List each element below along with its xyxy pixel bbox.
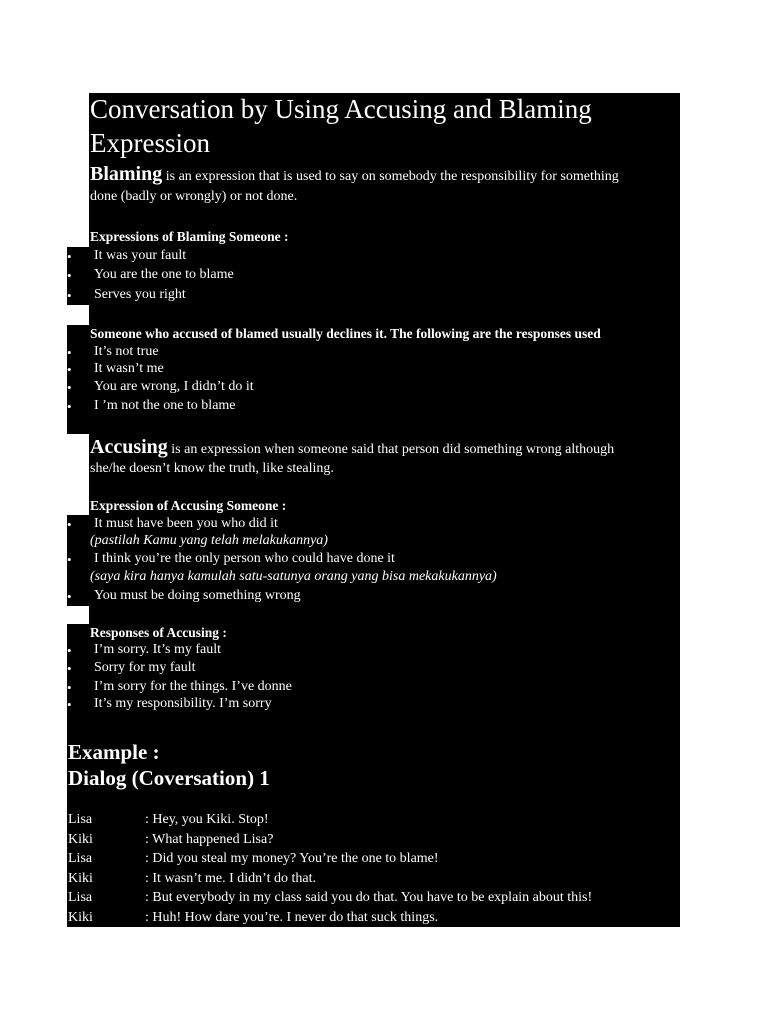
bullet-glyph: •	[67, 362, 72, 377]
blaming-term: Blaming	[90, 163, 163, 185]
bullet-glyph: •	[67, 249, 72, 264]
list-item: I ’m not the one to blame	[94, 398, 236, 413]
list-item: Sorry for my fault	[94, 660, 196, 675]
dialog-line: : Hey, you Kiki. Stop!	[145, 812, 269, 827]
list-item: You are wrong, I didn’t do it	[94, 379, 254, 394]
list-item: Serves you right	[94, 287, 186, 302]
highlight-blame-gap	[89, 305, 680, 325]
highlight-accuse-gap	[89, 606, 680, 624]
accusing-definition-line-2: she/he doesn’t know the truth, like stealing.	[90, 461, 334, 476]
list-item: You are the one to blame	[94, 267, 234, 282]
translation-text: (saya kira hanya kamulah satu-satunya orang yang bisa mekakukannya)	[90, 569, 497, 584]
bullet-glyph: •	[67, 661, 72, 676]
dialog-line: : It wasn’t me. I didn’t do that.	[145, 871, 316, 886]
blaming-definition-line-1	[90, 164, 619, 184]
blaming-definition-line-2: done (badly or wrongly) or not done.	[90, 189, 298, 204]
bullet-glyph: •	[67, 268, 72, 283]
page-title-line-1: Conversation by Using Accusing and Blaming	[90, 94, 592, 124]
dialog-speaker: Lisa	[68, 812, 93, 827]
bullet-glyph: •	[67, 380, 72, 395]
bullet-glyph: •	[67, 399, 72, 414]
bullet-glyph: •	[67, 288, 72, 303]
dialog-line: : Huh! How dare you’re. I never do that suck things.	[145, 910, 439, 925]
bullet-glyph: •	[67, 345, 72, 360]
list-item: I think you’re the only person who could have done it	[94, 551, 395, 566]
page-title-line-2: Expression	[90, 128, 210, 158]
blaming-expressions-heading: Expressions of Blaming Someone :	[90, 229, 289, 244]
bullet-glyph: •	[67, 552, 72, 567]
list-item: You must be doing something wrong	[94, 588, 301, 603]
list-item: It wasn’t me	[94, 361, 164, 376]
accusing-responses-heading: Responses of Accusing :	[90, 625, 227, 640]
dialog-speaker: Kiki	[68, 871, 93, 886]
dialog-title: Dialog (Coversation) 1	[68, 766, 270, 790]
list-item: It was your fault	[94, 248, 187, 263]
dialog-speaker: Kiki	[68, 832, 93, 847]
list-item: It must have been you who did it	[94, 516, 278, 531]
bullet-glyph: •	[67, 697, 72, 712]
blaming-responses-heading: Someone who accused of blamed usually declines it. The following are the responses used	[90, 326, 601, 341]
dialog-line: : Did you steal my money? You’re the one to blame!	[145, 851, 439, 866]
dialog-speaker: Lisa	[68, 890, 93, 905]
dialog-line: : What happened Lisa?	[145, 832, 274, 847]
list-item: It’s my responsibility. I’m sorry	[94, 696, 272, 711]
dialog-speaker: Lisa	[68, 851, 93, 866]
accusing-expressions-heading: Expression of Accusing Someone :	[90, 498, 287, 513]
accusing-definition-line-1	[90, 437, 614, 457]
blaming-definition-text: is an expression that is used to say on somebody the responsibility for something	[162, 169, 619, 184]
bullet-glyph: •	[67, 680, 72, 695]
bullet-glyph: •	[67, 517, 72, 532]
list-item: It’s not true	[94, 344, 159, 359]
accusing-term: Accusing	[90, 436, 168, 458]
bullet-glyph: •	[67, 643, 72, 658]
accusing-definition-text: is an expression when someone said that person did something wrong although	[167, 442, 615, 457]
bullet-glyph: •	[67, 589, 72, 604]
dialog-speaker: Kiki	[68, 910, 93, 925]
list-item: I’m sorry. It’s my fault	[94, 642, 222, 657]
example-heading: Example :	[68, 740, 160, 764]
dialog-line: : But everybody in my class said you do that. You have to be explain about this!	[145, 890, 593, 905]
list-item: I’m sorry for the things. I’ve donne	[94, 679, 292, 694]
translation-text: (pastilah Kamu yang telah melakukannya)	[90, 533, 328, 548]
